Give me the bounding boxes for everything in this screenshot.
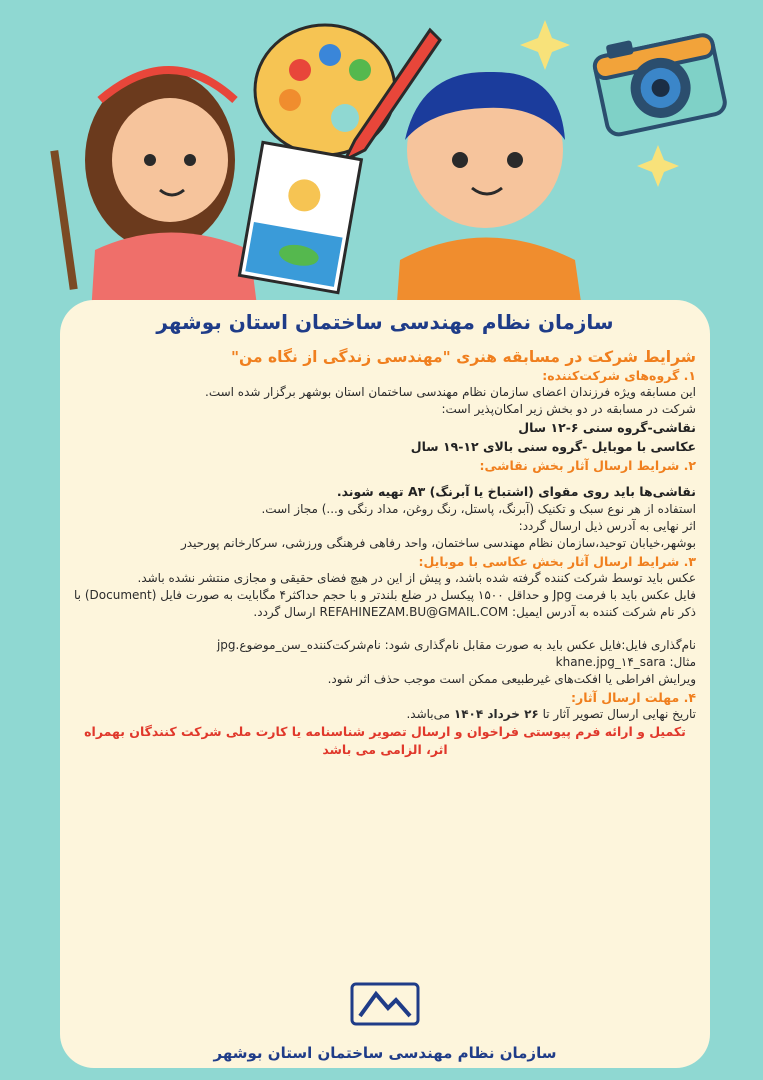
footer-org-name: سازمان نظام مهندسی ساختمان استان بوشهر <box>213 1044 557 1062</box>
section-3-text-2 <box>74 587 696 621</box>
section-4-title: ۴. مهلت ارسال آثار: <box>571 690 696 705</box>
section-1-photo-group: عکاسی با موبایل -گروه سنی بالای ۱۲-۱۹ سال <box>410 439 696 454</box>
section-2-title: ۲. شرایط ارسال آثار بخش نقاشی: <box>479 458 696 473</box>
section-3-example <box>74 654 696 671</box>
drawing-paper <box>239 142 361 292</box>
section-1-text-2: شرکت در مسابقه در دو بخش زیر امکان‌پذیر است: <box>441 402 696 416</box>
section-3-text-1: عکس باید توسط شرکت کننده گرفته شده باشد، و پیش از این در هیچ فضای حقیقی و مجازی منتشر نشده باشد. <box>137 571 696 585</box>
camera-icon <box>591 24 727 137</box>
section-1-painting-group: نقاشی-گروه سنی ۶-۱۲ سال <box>518 420 696 435</box>
girl-illustration <box>50 70 260 330</box>
section-2-paper-rule: نقاشی‌ها باید روی مقوای (اشتباخ یا آبرنگ) A۳ تهیه شوند. <box>336 484 696 499</box>
section-3-naming-rule: نام‌گذاری فایل:فایل عکس باید به صورت مقابل نام‌گذاری شود: نام‌شرکت‌کننده_سن_موضوع.jpg <box>216 638 696 652</box>
required-documents-note: تکمیل و ارائه فرم پیوستی فراخوان و ارسال تصویر شناسنامه یا کارت ملی شرکت کنندگان بهمراه اثر، الزامی می باشد <box>84 724 686 757</box>
org-title: سازمان نظام مهندسی ساختمان استان بوشهر <box>156 310 614 334</box>
section-2-address: بوشهر،خیابان توحید،سازمان نظام مهندسی ساختمان، واحد رفاهی فرهنگی ورزشی، سرکارخانم پورحیدر <box>181 536 696 550</box>
deadline-prefix: تاریخ نهایی ارسال تصویر آثار تا <box>542 707 696 721</box>
deadline-date: ۲۶ خرداد ۱۴۰۴ <box>453 707 539 721</box>
example-filename: khane.jpg_۱۴_sara <box>555 655 666 669</box>
section-2-text-1: استفاده از هر نوع سبک و تکنیک (آبرنگ، پاستل، رنگ روغن، مداد رنگی و...) مجاز است. <box>261 502 696 516</box>
section-1-text-1: این مسابقه ویژه فرزندان اعضای سازمان نظام مهندسی ساختمان استان بوشهر برگزار شده است. <box>205 385 696 399</box>
org-logo <box>340 982 430 1030</box>
logo-icon <box>350 982 420 1026</box>
section-3-format-end: ارسال گردد. <box>253 605 316 619</box>
section-3-edit-warning: ویرایش افراطی یا افکت‌های غیرطبیعی ممکن است موجب حذف اثر شود. <box>327 672 696 686</box>
boy-illustration <box>395 72 585 330</box>
content-card <box>60 300 710 1068</box>
deadline-suffix: می‌باشد. <box>406 707 451 721</box>
section-3-title: ۳. شرایط ارسال آثار بخش عکاسی با موبایل: <box>418 554 696 569</box>
example-label: مثال: <box>669 655 696 669</box>
email-address[interactable]: REFAHINEZAM.BU@GMAIL.COM <box>319 605 509 619</box>
section-4-deadline <box>74 706 696 723</box>
section-2-text-2: اثر نهایی به آدرس ذیل ارسال گردد: <box>518 519 696 533</box>
section-1-title: ۱. گروه‌های شرکت‌کننده: <box>542 368 696 383</box>
section-3-format-text: فایل عکس باید با فرمت Jpg و حداقل ۱۵۰۰ پیکسل در ضلع بلندتر و با حجم حداکثر۴ مگابایت به صورت فایل (Document) با ذکر نام شرکت کننده به آدرس ایمیل: <box>74 588 696 619</box>
header-illustration <box>0 0 763 330</box>
contest-title: شرایط شرکت در مسابقه هنری "مهندسی زندگی از نگاه من" <box>230 348 696 366</box>
